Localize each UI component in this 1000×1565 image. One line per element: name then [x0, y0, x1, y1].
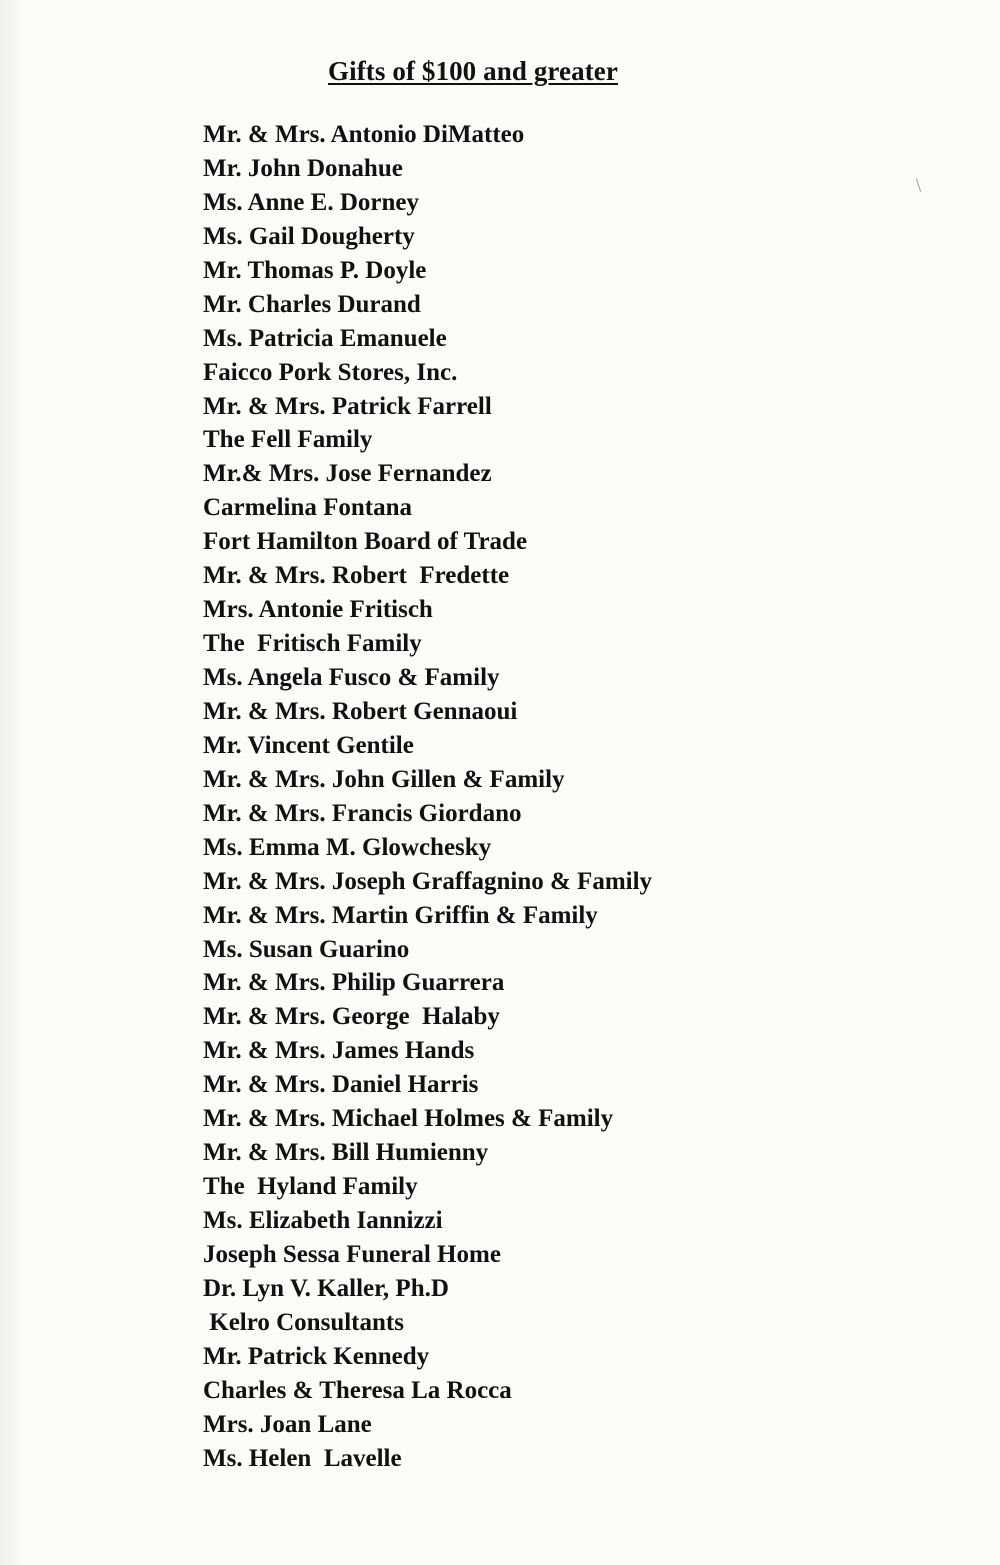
donor-name: Ms. Gail Dougherty: [203, 222, 415, 250]
donor-name: Mr. & Mrs. Michael Holmes & Family: [203, 1105, 614, 1133]
donor-name: Mr. & Mrs. Francis Giordano: [203, 799, 522, 827]
donor-name: Mr. Charles Durand: [203, 290, 421, 318]
donor-name: Ms. Patricia Emanuele: [203, 324, 447, 352]
donor-name: Mr. & Mrs. Philip Guarrera: [203, 969, 505, 997]
donor-name: Mr. & Mrs. Bill Humienny: [203, 1139, 489, 1167]
donor-name: Dr. Lyn V. Kaller, Ph.D: [203, 1274, 449, 1302]
stray-mark: [916, 178, 921, 192]
donor-name: Faicco Pork Stores, Inc.: [203, 358, 458, 386]
donor-name: Mr. & Mrs. Joseph Graffagnino & Family: [203, 867, 653, 895]
donor-name: Mr. & Mrs. Robert Gennaoui: [203, 697, 518, 725]
donor-name: Mr. John Donahue: [203, 154, 403, 182]
donor-name: Ms. Emma M. Glowchesky: [203, 833, 492, 861]
donor-name: Mrs. Antonie Fritisch: [203, 596, 433, 624]
donor-name: Mr. & Mrs. James Hands: [203, 1037, 475, 1065]
donor-name: The Hyland Family: [203, 1173, 418, 1201]
donor-name: Fort Hamilton Board of Trade: [203, 528, 528, 556]
donor-name: Kelro Consultants: [203, 1308, 404, 1336]
page-title: Gifts of $100 and greater: [328, 56, 618, 86]
donor-name: Ms. Susan Guarino: [203, 935, 410, 963]
donor-name: Mr. Vincent Gentile: [203, 731, 414, 759]
donor-name: Charles & Theresa La Rocca: [203, 1376, 512, 1404]
donor-name: Mr. & Mrs. Patrick Farrell: [203, 392, 492, 420]
donor-name: The Fell Family: [203, 426, 373, 454]
donor-name: Mr. & Mrs. George Halaby: [203, 1003, 500, 1031]
donor-name: Mr.& Mrs. Jose Fernandez: [203, 460, 492, 488]
donor-name: Ms. Angela Fusco & Family: [203, 664, 500, 691]
donor-name: Carmelina Fontana: [203, 494, 413, 522]
donor-name: Joseph Sessa Funeral Home: [203, 1240, 501, 1268]
donor-name: Mr. & Mrs. Robert Fredette: [203, 562, 510, 590]
donor-name: The Fritisch Family: [203, 630, 422, 658]
donor-name: Mr. Thomas P. Doyle: [203, 256, 427, 284]
donor-name: Mr. & Mrs. Antonio DiMatteo: [203, 121, 525, 148]
donor-name: Mr. Patrick Kennedy: [203, 1342, 430, 1370]
donor-name: Mrs. Joan Lane: [203, 1410, 372, 1438]
donor-name: Ms. Anne E. Dorney: [203, 188, 419, 216]
page-edge-shadow: [0, 0, 22, 1565]
donor-name: Mr. & Mrs. Martin Griffin & Family: [203, 901, 598, 929]
donor-list: [203, 118, 652, 1476]
donor-name: Mr. & Mrs. Daniel Harris: [203, 1071, 479, 1099]
donor-name: Mr. & Mrs. John Gillen & Family: [203, 765, 565, 793]
donor-name: Ms. Helen Lavelle: [203, 1444, 402, 1472]
donor-name: Ms. Elizabeth Iannizzi: [203, 1207, 443, 1234]
